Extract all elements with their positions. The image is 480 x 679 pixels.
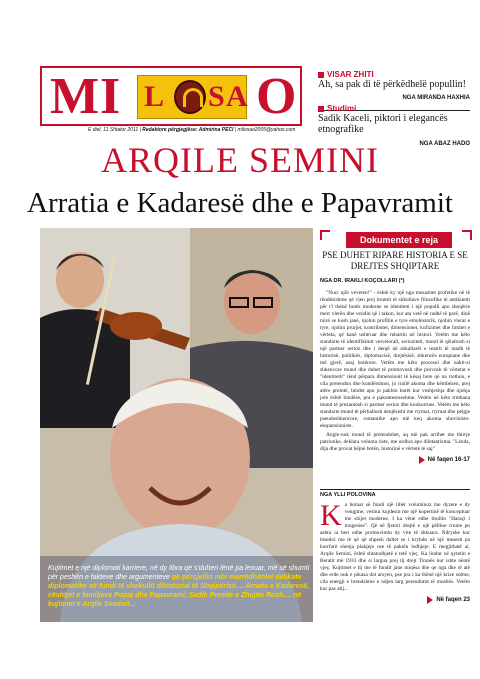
teaser-title: Sadik Kaceli, piktori i elegancës etnografike <box>318 113 448 135</box>
section-label: Dokumentet e reja <box>346 232 452 248</box>
teaser-byline: NGA MIRANDA HAXHIA <box>402 95 470 101</box>
divider <box>320 489 470 490</box>
teaser-1[interactable] <box>318 70 470 101</box>
square-bullet-icon <box>318 72 324 78</box>
article-byline: NGA DR. IRAKLI KOÇOLLARI (*) <box>320 278 405 284</box>
corner-bracket <box>320 230 330 240</box>
caption-highlight: që përcjellin mbi marrëdhëniet delikate diplomatike në fundi të shekullit diktatorial të Shqipërisë.... Arratia e Kadaresë, cështjet e familjeve Popaj dhe Papavrami, Sadik Premte e Zhujën Rosh.... në kujtimet e Arqile Seminit... <box>48 574 310 608</box>
page-reference[interactable]: Në faqen 16-17 <box>320 456 470 464</box>
page-title: ARQILE SEMINI <box>101 140 379 180</box>
drop-cap: K <box>320 499 342 532</box>
photo-illustration <box>40 228 313 622</box>
teaser-kicker: VISAR ZHITI <box>327 70 374 79</box>
contact-email[interactable]: milosao2005@yahoo.com <box>237 127 296 133</box>
masthead-letter: M <box>50 68 100 125</box>
arrow-right-icon <box>419 456 425 464</box>
teaser-kicker: Studimi <box>327 104 357 113</box>
masthead-letter: L <box>144 80 165 113</box>
cover-photo <box>40 228 313 622</box>
article-paragraph: Angle-nuk mund të pretendohet, aq më pak arrihet me thirrje patriotike, deklara volunta riste, me urdhra apo diletantizma. "Lénda, dija dhe provat bëjnë botën, historinë e vërtetë të saj" <box>320 432 470 452</box>
teaser-byline: NGA ABAZ HADO <box>419 141 470 147</box>
masthead-letter: I <box>100 68 121 125</box>
article-body <box>320 499 470 604</box>
masthead-logo-box <box>137 75 247 119</box>
issue-date: E diel, 11 Shtator 2011 <box>88 127 139 133</box>
teaser-title: Ah, sa pak di të përkëdhelë popullin! <box>318 79 467 90</box>
article-byline: NGA YLLI POLOVINA <box>320 492 376 498</box>
editor-credit: Redaktore përgjegjëse: Admirina PECI <box>142 127 234 133</box>
arrow-right-icon <box>427 596 433 604</box>
corner-bracket <box>462 230 472 240</box>
masthead-letter: O <box>256 68 297 125</box>
page-subtitle: Arratia e Kadaresë dhe e Papavramit <box>27 187 453 219</box>
dateline: E diel, 11 Shtator 2011 | Redaktore përgjegjëse: Admirina PECI | milosao2005@yahoo.com <box>88 127 296 133</box>
masthead-letter: S <box>208 80 225 113</box>
article-body <box>320 290 470 464</box>
caption-text: Kujtimet e një diplomati karriere, në dy libra që s'duhen lënë pa lexuar, më së shumti për peshën e fakteve dhe argumenteve <box>48 565 310 581</box>
page-reference[interactable]: Në faqen 23 <box>320 596 470 604</box>
photo-caption <box>48 564 310 609</box>
article-text: a botuar së fundi një libër voluminoz me dyzete e dy vengjme, veshur kujdesin me një kopertinë të konceptuar me shijet moderne. I ka vënë edhe titullin "Haraçi i mogesise". Që në fjetori drejtë e një pëllëse rrunte po ashtu ia beri edhe promovimin dy vite të shkuara. Ndryshe kur bisedoi me të që që shpesh dallet se i kryhdo në një mesesh pa kurrfarë shenja plakjeje ose të paktën lodhjeje. E megjithatë ai, Arqile Semini, është shtatodhjetë e tetë vjeç. Ka lindur në qytetin e Beratit më 1933 dhe si largua prej tij drejt Tiranës kur ishte nëntë vjeç. Kujtimet e tij me të fundit jane miqësa dhe qe nga dhe të atë dhe erde nuk e pikasa dot arsyen, pse pra i ka thënë një krize sotme, cila energji e brendshme e ndjen larg pereudimit të moshës. Vetëm kur pas atij... <box>320 502 470 592</box>
masthead <box>40 66 302 126</box>
masthead-letter: A <box>226 80 248 113</box>
article-headline[interactable]: PSE DUHET RIPARE HISTORIA E SE DREJTES SHQIPTARE <box>322 250 468 271</box>
horseshoe-icon <box>174 80 206 114</box>
article-paragraph: "Nuci njih veveten!" - është ky një nga mesazhet profetike në të rëndësishme që vjen prej brumit të shkollave filozofike të antikitetit për t'i thënë botës moderne se identiteti i një populli apo shoqërie merr vlerën dhe vendin që i takon, kur ata vetë në radhë të parë, dinë mirë se kush janë, njohin profilin e tyre etnohistorik, njohin vlerat e tyre, njohin prurjet, kontributet, dimensionet, kufizimet dhe limitet e vërteta, që kanë ushtruar dhe mbartin në histori. Vetëm me këto standarte të identifikimit vetvetorall, serioziteti, mund të qëndrosh si një partner serioz dhe i denjë në shkallarët e teatrit të madh të historisë, politikës, diplomacisë, drejtësisë, shkencës europiane dhe më gjerë, asaj botërore. Vetëm me këto procesoi dhe nakti-si shkencore mund dhe duhet të promovosh dhe provosh të vërtetat e "identitetit" tënd përpara dimensionit të kësaj bote që na rrethon, e cila pretendon dhe kundërshton, jo rrallë akoma dhe këmbëzen, prej atëre premtë, bindet apo jo pakhin botët kur veshjeshja dhe njohja jote është bindëse, pra e pakontestueshme. Vetëm në këto rrethana mund të prezantosh si partner serioz dhe konkurrues. Vetëm me këto standarte mund të përballosh denjësisht me rrymat, rrymat dhe pelgje pseudoshkencore, romantike apo më keq akoma shovinisto-ekspansioniste. <box>320 290 470 429</box>
square-bullet-icon <box>318 106 324 112</box>
